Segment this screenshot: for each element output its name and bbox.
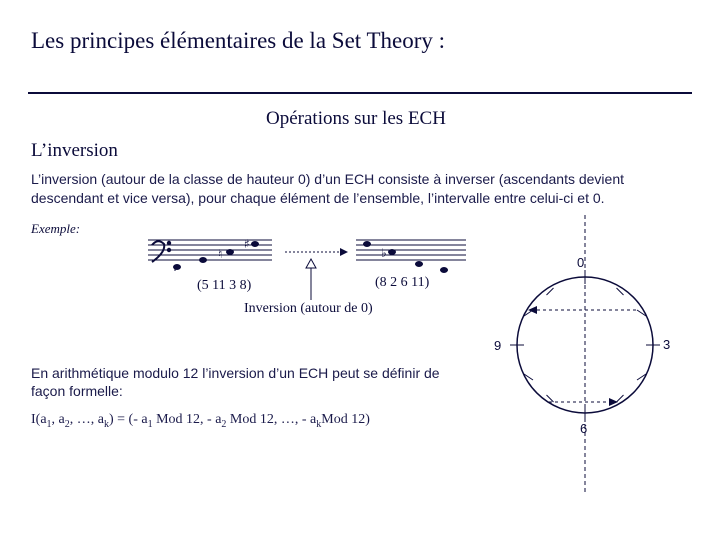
page-title: Les principes élémentaires de la Set Theory : xyxy=(31,28,446,53)
original-notes xyxy=(174,237,259,271)
transform-arrow xyxy=(285,248,348,256)
definition-line-2: descendant et vice versa), pour chaque élément de l’ensemble, l’intervalle entre celui-ci et 0. xyxy=(31,190,605,206)
clock-label-3: 3 xyxy=(663,337,671,352)
inverted-notes xyxy=(364,242,449,273)
note-head xyxy=(364,242,371,247)
inversion-formula: $I(a_1$, $a_2$, …, $a_k$) = (- $a_1$ Mod 12, - $a_2$ Mod 12, …, - $a_kMod$ 12) xyxy=(31,412,370,430)
note-head xyxy=(227,250,234,255)
clock-label-0: 0 xyxy=(577,255,585,270)
inversion-caption: Inversion (autour de 0) xyxy=(244,301,373,316)
example-label: Exemple: xyxy=(31,221,81,236)
bass-clef-icon xyxy=(152,241,170,262)
original-set-label: (5 11 3 8) xyxy=(197,278,252,293)
note-head xyxy=(389,250,396,255)
modulo-line-1: En arithmétique modulo 12 l’inversion d’un ECH peut se définir de xyxy=(31,365,440,381)
natural-sign: ♮ xyxy=(218,247,223,261)
modulo-line-2: façon formelle: xyxy=(31,383,123,399)
sharp-sign: ♯ xyxy=(244,237,250,251)
pitch-class-clock xyxy=(494,215,670,495)
clock-label-9: 9 xyxy=(494,338,502,353)
note-head xyxy=(252,242,259,247)
flat-sign: ♭ xyxy=(381,246,387,260)
note-head xyxy=(200,258,207,263)
subtitle: Opérations sur les ECH xyxy=(266,108,446,129)
section-heading: L’inversion xyxy=(31,140,118,161)
inverted-set-label: (8 2 6 11) xyxy=(375,275,430,290)
definition-line-1: L’inversion (autour de la classe de hauteur 0) d’un ECH consiste à inverser (ascendants devient xyxy=(31,171,624,187)
inversion-arrow xyxy=(306,259,316,300)
clock-label-6: 6 xyxy=(580,421,588,436)
inverted-staff xyxy=(356,240,466,260)
